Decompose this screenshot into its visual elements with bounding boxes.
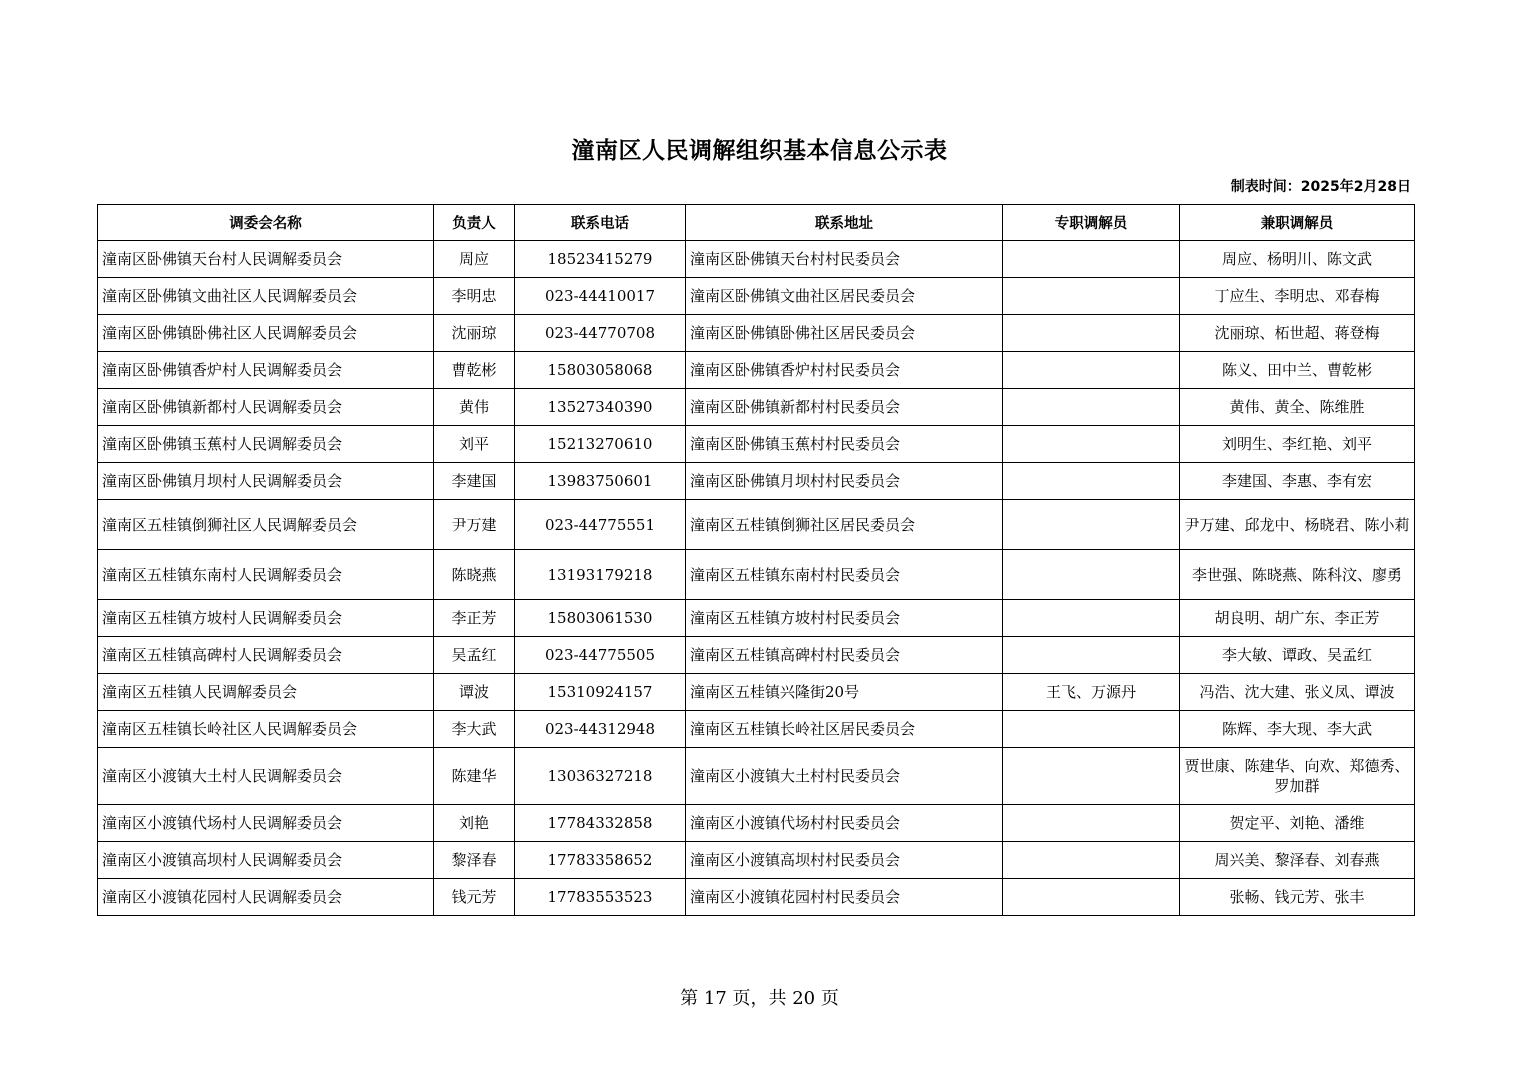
- cell-committee-name: 潼南区卧佛镇玉蕉村人民调解委员会: [98, 426, 434, 463]
- cell-person-in-charge: 陈建华: [434, 748, 515, 805]
- cell-phone: 023-44775505: [515, 637, 686, 674]
- table-row: [98, 711, 1415, 748]
- cell-part-time-mediators: 冯浩、沈大建、张义凤、谭波: [1180, 674, 1415, 711]
- cell-full-time-mediators: [1003, 389, 1180, 426]
- cell-committee-name: 潼南区五桂镇东南村人民调解委员会: [98, 550, 434, 600]
- cell-person-in-charge: 刘艳: [434, 805, 515, 842]
- table-row: [98, 805, 1415, 842]
- cell-part-time-mediators: 尹万建、邱龙中、杨晓君、陈小莉: [1180, 500, 1415, 550]
- cell-full-time-mediators: [1003, 278, 1180, 315]
- cell-full-time-mediators: [1003, 241, 1180, 278]
- table-row: [98, 315, 1415, 352]
- cell-committee-name: 潼南区小渡镇代场村人民调解委员会: [98, 805, 434, 842]
- table-row: [98, 352, 1415, 389]
- cell-person-in-charge: 刘平: [434, 426, 515, 463]
- cell-full-time-mediators: [1003, 352, 1180, 389]
- table-row: [98, 426, 1415, 463]
- cell-person-in-charge: 陈晓燕: [434, 550, 515, 600]
- table-row: [98, 600, 1415, 637]
- cell-part-time-mediators: 沈丽琼、柘世超、蒋登梅: [1180, 315, 1415, 352]
- cell-address: 潼南区卧佛镇卧佛社区居民委员会: [686, 315, 1003, 352]
- cell-part-time-mediators: 黄伟、黄全、陈维胜: [1180, 389, 1415, 426]
- cell-phone: 13036327218: [515, 748, 686, 805]
- table-row: [98, 842, 1415, 879]
- cell-address: 潼南区五桂镇东南村村民委员会: [686, 550, 1003, 600]
- cell-address: 潼南区卧佛镇香炉村村民委员会: [686, 352, 1003, 389]
- cell-person-in-charge: 吴孟红: [434, 637, 515, 674]
- cell-committee-name: 潼南区五桂镇高碑村人民调解委员会: [98, 637, 434, 674]
- table-body: [98, 241, 1415, 916]
- cell-phone: 13983750601: [515, 463, 686, 500]
- cell-full-time-mediators: [1003, 879, 1180, 916]
- cell-phone: 023-44770708: [515, 315, 686, 352]
- cell-full-time-mediators: [1003, 711, 1180, 748]
- cell-full-time-mediators: [1003, 550, 1180, 600]
- cell-person-in-charge: 周应: [434, 241, 515, 278]
- cell-address: 潼南区五桂镇方坡村村民委员会: [686, 600, 1003, 637]
- cell-address: 潼南区五桂镇长岭社区居民委员会: [686, 711, 1003, 748]
- cell-committee-name: 潼南区五桂镇长岭社区人民调解委员会: [98, 711, 434, 748]
- cell-phone: 18523415279: [515, 241, 686, 278]
- cell-part-time-mediators: 贾世康、陈建华、向欢、郑德秀、罗加群: [1180, 748, 1415, 805]
- cell-person-in-charge: 李大武: [434, 711, 515, 748]
- table-row: [98, 278, 1415, 315]
- table-row: [98, 879, 1415, 916]
- table-row: [98, 748, 1415, 805]
- cell-address: 潼南区五桂镇倒狮社区居民委员会: [686, 500, 1003, 550]
- cell-person-in-charge: 谭波: [434, 674, 515, 711]
- cell-address: 潼南区卧佛镇月坝村村民委员会: [686, 463, 1003, 500]
- header-committee-name: 调委会名称: [98, 205, 434, 241]
- cell-part-time-mediators: 刘明生、李红艳、刘平: [1180, 426, 1415, 463]
- cell-phone: 023-44775551: [515, 500, 686, 550]
- cell-full-time-mediators: [1003, 842, 1180, 879]
- table-row: [98, 674, 1415, 711]
- cell-phone: 13527340390: [515, 389, 686, 426]
- table-row: [98, 550, 1415, 600]
- cell-committee-name: 潼南区小渡镇大土村人民调解委员会: [98, 748, 434, 805]
- cell-committee-name: 潼南区五桂镇人民调解委员会: [98, 674, 434, 711]
- cell-person-in-charge: 李建国: [434, 463, 515, 500]
- cell-phone: 13193179218: [515, 550, 686, 600]
- cell-address: 潼南区卧佛镇新都村村民委员会: [686, 389, 1003, 426]
- cell-committee-name: 潼南区卧佛镇文曲社区人民调解委员会: [98, 278, 434, 315]
- header-address: 联系地址: [686, 205, 1003, 241]
- table-row: [98, 389, 1415, 426]
- cell-committee-name: 潼南区五桂镇倒狮社区人民调解委员会: [98, 500, 434, 550]
- cell-phone: 15310924157: [515, 674, 686, 711]
- cell-committee-name: 潼南区卧佛镇香炉村人民调解委员会: [98, 352, 434, 389]
- cell-phone: 15213270610: [515, 426, 686, 463]
- cell-part-time-mediators: 丁应生、李明忠、邓春梅: [1180, 278, 1415, 315]
- header-part-time-mediators: 兼职调解员: [1180, 205, 1415, 241]
- table-row: [98, 637, 1415, 674]
- cell-part-time-mediators: 李大敏、谭政、吴孟红: [1180, 637, 1415, 674]
- cell-person-in-charge: 钱元芳: [434, 879, 515, 916]
- cell-person-in-charge: 黎泽春: [434, 842, 515, 879]
- cell-part-time-mediators: 周兴美、黎泽春、刘春燕: [1180, 842, 1415, 879]
- mediation-table: [97, 204, 1415, 916]
- cell-phone: 17783553523: [515, 879, 686, 916]
- cell-full-time-mediators: [1003, 500, 1180, 550]
- cell-part-time-mediators: 周应、杨明川、陈文武: [1180, 241, 1415, 278]
- table-header-row: [98, 205, 1415, 241]
- cell-phone: 17783358652: [515, 842, 686, 879]
- cell-committee-name: 潼南区卧佛镇卧佛社区人民调解委员会: [98, 315, 434, 352]
- cell-part-time-mediators: 陈辉、李大现、李大武: [1180, 711, 1415, 748]
- header-phone: 联系电话: [515, 205, 686, 241]
- cell-part-time-mediators: 张畅、钱元芳、张丰: [1180, 879, 1415, 916]
- table-row: [98, 241, 1415, 278]
- cell-part-time-mediators: 李世强、陈晓燕、陈科汶、廖勇: [1180, 550, 1415, 600]
- cell-address: 潼南区五桂镇高碑村村民委员会: [686, 637, 1003, 674]
- cell-part-time-mediators: 贺定平、刘艳、潘维: [1180, 805, 1415, 842]
- cell-committee-name: 潼南区小渡镇花园村人民调解委员会: [98, 879, 434, 916]
- cell-part-time-mediators: 李建国、李惠、李有宏: [1180, 463, 1415, 500]
- cell-full-time-mediators: [1003, 748, 1180, 805]
- cell-person-in-charge: 李正芳: [434, 600, 515, 637]
- cell-committee-name: 潼南区小渡镇高坝村人民调解委员会: [98, 842, 434, 879]
- cell-person-in-charge: 沈丽琼: [434, 315, 515, 352]
- cell-phone: 15803061530: [515, 600, 686, 637]
- cell-person-in-charge: 尹万建: [434, 500, 515, 550]
- cell-address: 潼南区卧佛镇天台村村民委员会: [686, 241, 1003, 278]
- page-footer: 第 17 页，共 20 页: [680, 988, 839, 1009]
- cell-phone: 17784332858: [515, 805, 686, 842]
- cell-person-in-charge: 黄伟: [434, 389, 515, 426]
- cell-full-time-mediators: [1003, 426, 1180, 463]
- cell-full-time-mediators: [1003, 463, 1180, 500]
- cell-part-time-mediators: 陈义、田中兰、曹乾彬: [1180, 352, 1415, 389]
- cell-address: 潼南区五桂镇兴隆街20号: [686, 674, 1003, 711]
- cell-address: 潼南区小渡镇花园村村民委员会: [686, 879, 1003, 916]
- cell-committee-name: 潼南区卧佛镇月坝村人民调解委员会: [98, 463, 434, 500]
- table-row: [98, 500, 1415, 550]
- page-title: 潼南区人民调解组织基本信息公示表: [571, 138, 948, 164]
- cell-committee-name: 潼南区五桂镇方坡村人民调解委员会: [98, 600, 434, 637]
- cell-phone: 023-44312948: [515, 711, 686, 748]
- table-date: 制表时间：2025年2月28日: [1230, 179, 1411, 195]
- cell-full-time-mediators: [1003, 315, 1180, 352]
- cell-person-in-charge: 李明忠: [434, 278, 515, 315]
- cell-address: 潼南区小渡镇代场村村民委员会: [686, 805, 1003, 842]
- cell-full-time-mediators: [1003, 805, 1180, 842]
- table-row: [98, 463, 1415, 500]
- cell-part-time-mediators: 胡良明、胡广东、李正芳: [1180, 600, 1415, 637]
- cell-full-time-mediators: [1003, 600, 1180, 637]
- cell-address: 潼南区小渡镇大土村村民委员会: [686, 748, 1003, 805]
- cell-committee-name: 潼南区卧佛镇天台村人民调解委员会: [98, 241, 434, 278]
- cell-committee-name: 潼南区卧佛镇新都村人民调解委员会: [98, 389, 434, 426]
- header-person-in-charge: 负责人: [434, 205, 515, 241]
- cell-phone: 023-44410017: [515, 278, 686, 315]
- cell-full-time-mediators: [1003, 637, 1180, 674]
- cell-address: 潼南区卧佛镇文曲社区居民委员会: [686, 278, 1003, 315]
- cell-full-time-mediators: 王飞、万源丹: [1003, 674, 1180, 711]
- cell-address: 潼南区小渡镇高坝村村民委员会: [686, 842, 1003, 879]
- header-full-time-mediators: 专职调解员: [1003, 205, 1180, 241]
- cell-person-in-charge: 曹乾彬: [434, 352, 515, 389]
- cell-phone: 15803058068: [515, 352, 686, 389]
- cell-address: 潼南区卧佛镇玉蕉村村民委员会: [686, 426, 1003, 463]
